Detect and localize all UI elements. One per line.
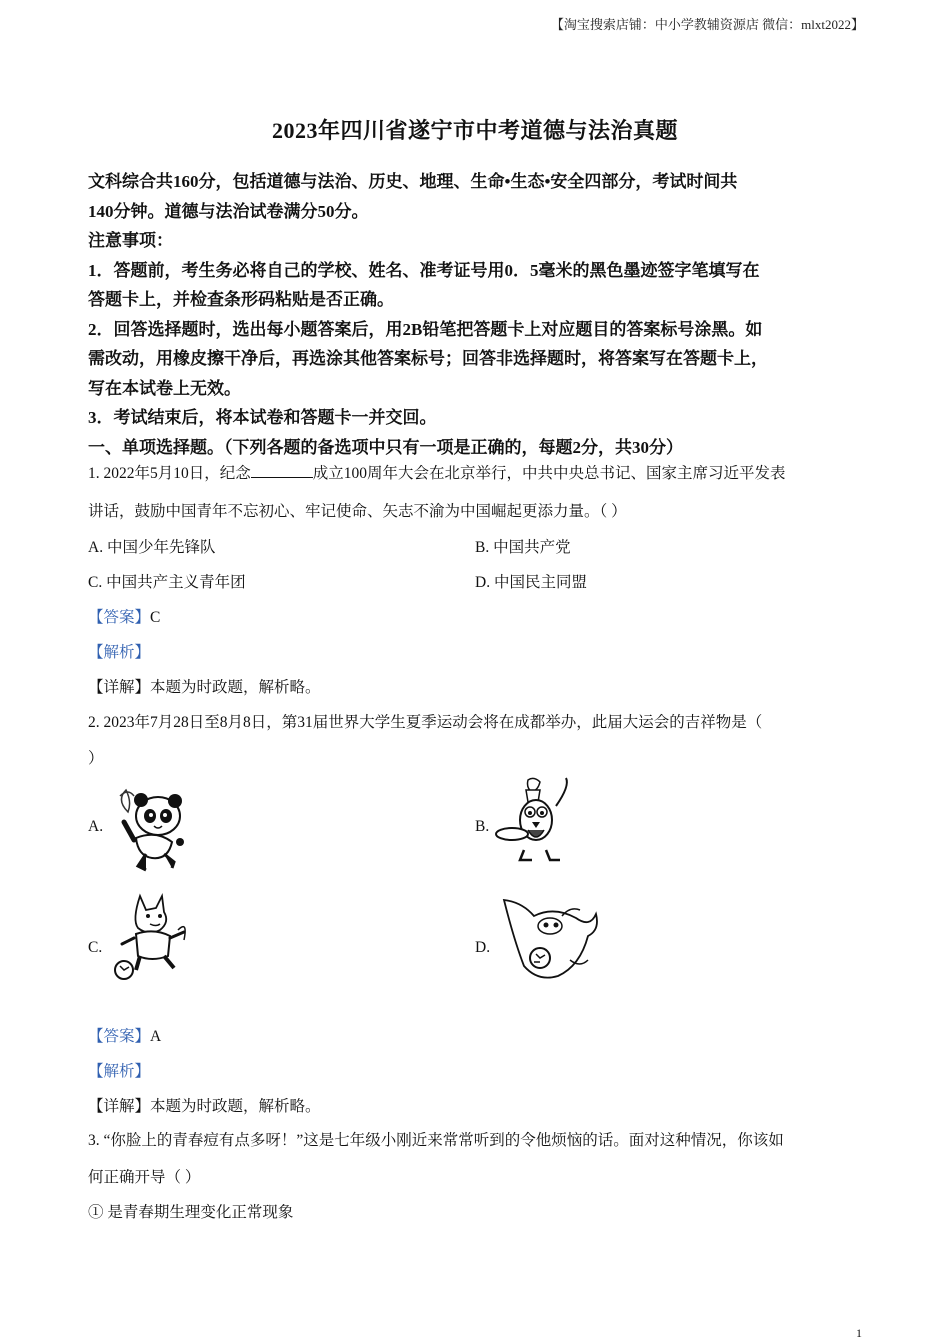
q2-detail: 【详解】本题为时政题，解析略。 <box>88 1098 321 1115</box>
analysis-tag: 【解析】 <box>88 644 151 661</box>
q1-option-a[interactable]: A. 中国少年先锋队 <box>88 539 216 556</box>
q1-stem-cont: 讲话，鼓励中国青年不忘初心、牢记使命、矢志不渝为中国崛起更添力量。（ ） <box>88 503 627 520</box>
answer-tag: 【答案】 <box>88 1028 151 1045</box>
instruction-heading: 注意事项： <box>88 231 173 250</box>
q1-option-c[interactable]: C. 中国共产主义青年团 <box>88 574 246 591</box>
instruction-line: 文科综合共160分，包括道德与法治、历史、地理、生命•生态•安全四部分，考试时间共 <box>88 172 738 191</box>
fill-blank <box>251 463 313 478</box>
panda-mascot-icon <box>106 782 194 872</box>
instruction-line: 3．考试结束后，将本试卷和答题卡一并交回。 <box>88 408 437 427</box>
q1-stem-part: 1. 2022年5月10日，纪念 <box>88 465 251 482</box>
q1-option-d[interactable]: D. 中国民主同盟 <box>475 574 587 591</box>
q2-option-c[interactable]: C. <box>88 939 103 956</box>
q2-stem-cont: ） <box>88 750 104 767</box>
instruction-line: 1．答题前，考生务必将自己的学校、姓名、准考证号用0．5毫米的黑色墨迹签字笔填写在 <box>88 260 760 280</box>
q3-stem-cont: 何正确开导（ ） <box>88 1169 201 1186</box>
q2-answer <box>88 1024 161 1046</box>
section-heading: 一、单项选择题。（下列各题的备选项中只有一项是正确的，每题2分，共30分） <box>88 437 683 457</box>
q2-option-b[interactable]: B. <box>475 818 490 835</box>
header-note: 【淘宝搜索店铺：中小学教辅资源店 微信：mlxt2022】 <box>550 17 864 32</box>
q1-detail: 【详解】本题为时政题，解析略。 <box>88 679 321 696</box>
answer-value: A <box>150 1028 162 1045</box>
q3-stem: 3. “你脸上的青春痘有点多呀！”这是七年级小刚近来常常听到的令他烦恼的话。面对这种情况，你该如 <box>88 1132 784 1149</box>
q1-option-b[interactable]: B. 中国共产党 <box>475 539 571 556</box>
q2-option-d[interactable]: D. <box>475 939 491 956</box>
fish-mascot-icon <box>500 894 604 986</box>
q1-stem <box>88 461 786 483</box>
instruction-line: 2．回答选择题时，选出每小题答案后，用2B铅笔把答题卡上对应题目的答案标号涂黑。如 <box>88 319 763 339</box>
instruction-line: 写在本试卷上无效。 <box>88 378 241 398</box>
answer-tag: 【答案】 <box>88 609 151 626</box>
page-number: 1 <box>856 1326 862 1340</box>
exam-instructions <box>88 167 860 462</box>
instruction-line: 140分钟。道德与法治试卷满分50分。 <box>88 201 369 221</box>
page-title: 2023年四川省遂宁市中考道德与法治真题 <box>271 118 678 143</box>
instruction-line: 需改动，用橡皮擦干净后，再选涂其他答案标号；回答非选择题时，将答案写在答题卡上， <box>88 349 768 368</box>
q1-answer <box>88 605 160 627</box>
answer-value: C <box>150 609 161 626</box>
instruction-line: 答题卡上，并检查条形码粘贴是否正确。 <box>88 290 394 309</box>
q1-stem-part: 成立100周年大会在北京举行，中共中央总书记、国家主席习近平发表 <box>312 465 786 482</box>
wolf-mascot-icon <box>110 892 194 982</box>
analysis-tag: 【解析】 <box>88 1063 151 1080</box>
bird-mascot-icon <box>494 776 580 866</box>
q2-stem: 2. 2023年7月28日至8月8日，第31届世界大学生夏季运动会将在成都举办，此届大运会的吉祥物是（ <box>88 714 763 731</box>
q2-option-a[interactable]: A. <box>88 818 104 835</box>
q3-item-1: ① 是青春期生理变化正常现象 <box>88 1204 294 1221</box>
